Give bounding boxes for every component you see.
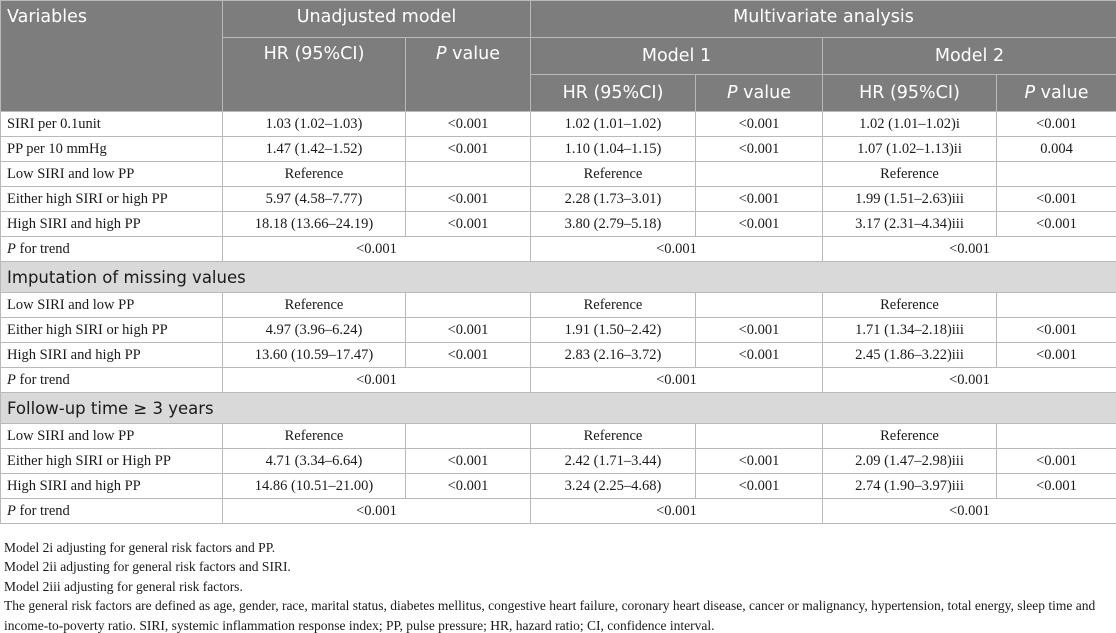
- row-label: P for trend: [1, 237, 223, 262]
- table-cell: 1.71 (1.34–2.18)iii: [823, 318, 997, 343]
- table-footnotes: [4, 538, 1112, 633]
- table-cell: 2.42 (1.71–3.44): [531, 449, 696, 474]
- model1-p-header: P value: [696, 75, 823, 112]
- table-cell: [997, 424, 1116, 449]
- table-cell: <0.001: [823, 237, 1116, 262]
- section-title: Follow-up time ≥ 3 years: [1, 393, 1116, 424]
- multivariate-analysis-header: Multivariate analysis: [531, 1, 1116, 38]
- model2-hr-header: HR (95%CI): [823, 75, 997, 112]
- table-cell: 3.80 (2.79–5.18): [531, 212, 696, 237]
- model2-header: Model 2: [823, 38, 1116, 75]
- table-cell: 3.17 (2.31–4.34)iii: [823, 212, 997, 237]
- table-cell: <0.001: [406, 318, 531, 343]
- unadjusted-hr-header: HR (95%CI): [223, 38, 406, 112]
- table-cell: [696, 293, 823, 318]
- table-cell: 14.86 (10.51–21.00): [223, 474, 406, 499]
- table-cell: 4.97 (3.96–6.24): [223, 318, 406, 343]
- table-cell: 2.28 (1.73–3.01): [531, 187, 696, 212]
- p-trend-row: [1, 499, 1116, 524]
- table-cell: <0.001: [997, 474, 1116, 499]
- table-cell: 2.83 (2.16–3.72): [531, 343, 696, 368]
- table-cell: <0.001: [531, 499, 823, 524]
- table-cell: 4.71 (3.34–6.64): [223, 449, 406, 474]
- unadjusted-p-header: P value: [406, 38, 531, 112]
- section-header-row: [1, 262, 1116, 293]
- row-label: Either high SIRI or High PP: [1, 449, 223, 474]
- table-cell: 2.09 (1.47–2.98)iii: [823, 449, 997, 474]
- table-cell: Reference: [223, 424, 406, 449]
- model2-p-header: P value: [997, 75, 1116, 112]
- row-label: P for trend: [1, 499, 223, 524]
- table-cell: 1.91 (1.50–2.42): [531, 318, 696, 343]
- table-row: [1, 293, 1116, 318]
- table-cell: Reference: [223, 293, 406, 318]
- section-title: Imputation of missing values: [1, 262, 1116, 293]
- table-cell: Reference: [223, 162, 406, 187]
- table-cell: <0.001: [406, 343, 531, 368]
- p-trend-row: [1, 368, 1116, 393]
- table-cell: <0.001: [997, 112, 1116, 137]
- table-cell: 18.18 (13.66–24.19): [223, 212, 406, 237]
- table-cell: <0.001: [997, 212, 1116, 237]
- table-cell: 1.47 (1.42–1.52): [223, 137, 406, 162]
- table-cell: <0.001: [997, 318, 1116, 343]
- table-cell: 1.99 (1.51–2.63)iii: [823, 187, 997, 212]
- table-cell: <0.001: [406, 212, 531, 237]
- table-cell: Reference: [531, 162, 696, 187]
- table-cell: <0.001: [696, 187, 823, 212]
- table-row: [1, 424, 1116, 449]
- footnote: Model 2iii adjusting for general risk factors.: [4, 578, 243, 594]
- variables-header: Variables: [1, 1, 223, 112]
- row-label: Either high SIRI or high PP: [1, 318, 223, 343]
- table-cell: Reference: [823, 162, 997, 187]
- table-cell: <0.001: [406, 474, 531, 499]
- row-label: High SIRI and high PP: [1, 212, 223, 237]
- table-cell: <0.001: [406, 449, 531, 474]
- table-cell: Reference: [823, 424, 997, 449]
- table-cell: [406, 293, 531, 318]
- row-label: P for trend: [1, 368, 223, 393]
- table-cell: Reference: [531, 293, 696, 318]
- table-cell: 1.02 (1.01–1.02): [531, 112, 696, 137]
- table-cell: <0.001: [997, 343, 1116, 368]
- table-cell: <0.001: [223, 499, 531, 524]
- table-cell: <0.001: [406, 112, 531, 137]
- table-cell: <0.001: [997, 449, 1116, 474]
- table-row: [1, 343, 1116, 368]
- table-cell: 1.03 (1.02–1.03): [223, 112, 406, 137]
- footnote: The general risk factors are defined as age, gender, race, marital status, diabetes mellitus, congestive heart failure, coronary heart disease, cancer or malignancy, hypertension, total energy, sleep time and income-to-poverty ratio. SIRI, systemic inflammation response index; PP, pulse pressure; HR, hazard ratio; CI, confidence interval.: [4, 598, 1096, 633]
- table-row: [1, 137, 1116, 162]
- table-cell: Reference: [823, 293, 997, 318]
- unadjusted-model-header: Unadjusted model: [223, 1, 531, 38]
- p-trend-row: [1, 237, 1116, 262]
- row-label: SIRI per 0.1unit: [1, 112, 223, 137]
- table-row: [1, 112, 1116, 137]
- table-cell: 1.10 (1.04–1.15): [531, 137, 696, 162]
- table-cell: 2.74 (1.90–3.97)iii: [823, 474, 997, 499]
- table-cell: 0.004: [997, 137, 1116, 162]
- model1-hr-header: HR (95%CI): [531, 75, 696, 112]
- table-cell: <0.001: [696, 137, 823, 162]
- table-row: [1, 449, 1116, 474]
- row-label: PP per 10 mmHg: [1, 137, 223, 162]
- table-cell: <0.001: [696, 112, 823, 137]
- table-cell: 5.97 (4.58–7.77): [223, 187, 406, 212]
- table-cell: [997, 293, 1116, 318]
- table-cell: <0.001: [696, 343, 823, 368]
- row-label: High SIRI and high PP: [1, 343, 223, 368]
- table-cell: [696, 162, 823, 187]
- table-cell: 3.24 (2.25–4.68): [531, 474, 696, 499]
- table-row: [1, 162, 1116, 187]
- table-cell: <0.001: [531, 237, 823, 262]
- table-cell: [406, 162, 531, 187]
- table-cell: <0.001: [997, 187, 1116, 212]
- table-cell: [406, 424, 531, 449]
- table-cell: Reference: [531, 424, 696, 449]
- model1-header: Model 1: [531, 38, 823, 75]
- table-cell: 13.60 (10.59–17.47): [223, 343, 406, 368]
- row-label: Low SIRI and low PP: [1, 162, 223, 187]
- row-label: Low SIRI and low PP: [1, 424, 223, 449]
- table-cell: 1.02 (1.01–1.02)i: [823, 112, 997, 137]
- row-label: Low SIRI and low PP: [1, 293, 223, 318]
- table-cell: 2.45 (1.86–3.22)iii: [823, 343, 997, 368]
- table-cell: <0.001: [823, 368, 1116, 393]
- table-cell: <0.001: [823, 499, 1116, 524]
- table-cell: <0.001: [696, 318, 823, 343]
- footnote: Model 2ii adjusting for general risk factors and SIRI.: [4, 559, 291, 575]
- table-row: [1, 318, 1116, 343]
- table-row: [1, 474, 1116, 499]
- row-label: Either high SIRI or high PP: [1, 187, 223, 212]
- table-cell: <0.001: [531, 368, 823, 393]
- row-label: High SIRI and high PP: [1, 474, 223, 499]
- section-header-row: [1, 393, 1116, 424]
- table-cell: 1.07 (1.02–1.13)ii: [823, 137, 997, 162]
- table-cell: [997, 162, 1116, 187]
- table-cell: <0.001: [696, 212, 823, 237]
- table-row: [1, 187, 1116, 212]
- table-cell: <0.001: [406, 187, 531, 212]
- table-cell: <0.001: [696, 449, 823, 474]
- table-cell: <0.001: [223, 368, 531, 393]
- table-cell: [696, 424, 823, 449]
- table-cell: <0.001: [223, 237, 531, 262]
- table-cell: <0.001: [696, 474, 823, 499]
- table-cell: <0.001: [406, 137, 531, 162]
- table-row: [1, 212, 1116, 237]
- footnote: Model 2i adjusting for general risk factors and PP.: [4, 540, 276, 555]
